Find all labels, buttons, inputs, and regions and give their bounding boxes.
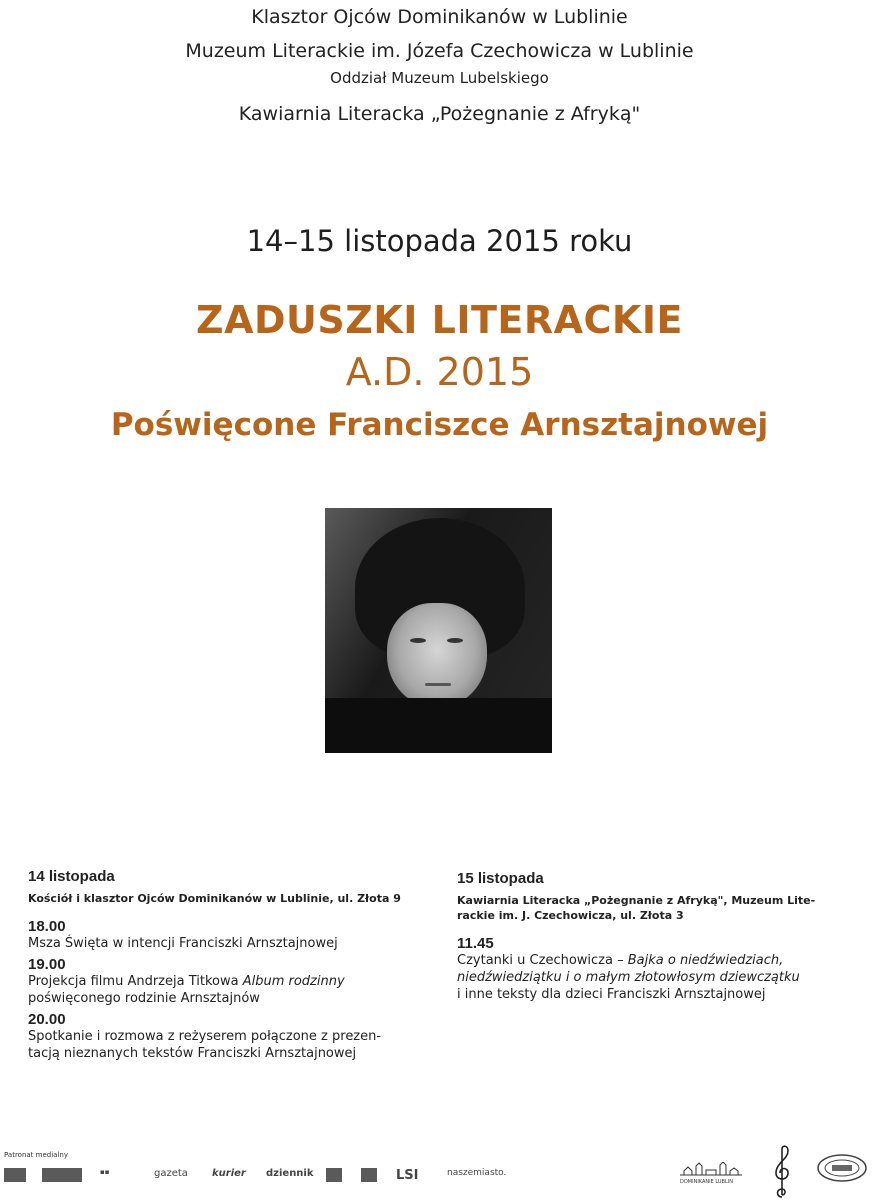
- day1-event-3-a: Spotkanie i rozmowa z reżyserem połączone z prezen-: [28, 1029, 382, 1044]
- day1-time-1: 18.00: [28, 918, 66, 935]
- day1-event-3: [28, 1028, 428, 1062]
- day2-schedule: [457, 870, 867, 1003]
- day2-event-italic-a: Bajka o niedźwiedziach,: [627, 953, 784, 968]
- day2-event-italic-b: niedźwiedziątku i o małym złotowłosym dziewczątku: [457, 970, 800, 985]
- sponsor-logo-1: [4, 1168, 26, 1182]
- day2-event-1: [457, 952, 867, 1003]
- museum-seal-logo: [816, 1153, 868, 1186]
- day2-event-post: i inne teksty dla dzieci Franciszki Arnsztajnowej: [457, 987, 766, 1002]
- sponsor-logo-dziennik: dziennik: [266, 1168, 314, 1179]
- day1-event-3-b: tacją nieznanych tekstów Franciszki Arnsztajnowej: [28, 1046, 357, 1061]
- day1-event-2-film: Album rodzinny: [242, 974, 345, 989]
- day1-time-2: 19.00: [28, 956, 66, 973]
- seal-icon: [816, 1153, 868, 1183]
- day1-event-1: Msza Święta w intencji Franciszki Arnsztajnowej: [28, 936, 338, 951]
- dominikanie-logo-text: DOMINIKANIE LUBLIN: [680, 1179, 733, 1185]
- sponsor-logo-gazeta: gazeta: [154, 1168, 188, 1179]
- day1-time-3: 20.00: [28, 1011, 66, 1028]
- org-muzeum: Muzeum Literackie im. Józefa Czechowicza w Lublinie: [185, 40, 694, 62]
- sponsor-logo-lsi: LSI: [396, 1168, 419, 1183]
- day1-heading: 14 listopada: [28, 868, 115, 885]
- day2-place: [457, 893, 867, 923]
- clef-logo: [772, 1143, 792, 1202]
- day1-schedule: [28, 868, 428, 1062]
- sponsor-logo-kurier: kurier: [212, 1168, 246, 1179]
- org-kawiarnia: Kawiarnia Literacka „Pożegnanie z Afryką": [238, 103, 641, 125]
- sponsor-logo-3: ▪▪: [100, 1168, 110, 1176]
- dominikanie-logo: [680, 1162, 742, 1185]
- patronat-label: Patronat medialny: [4, 1151, 68, 1159]
- church-skyline-icon: [680, 1162, 742, 1176]
- event-date: 14–15 listopada 2015 roku: [246, 224, 633, 258]
- sponsor-logo-4: [326, 1168, 342, 1182]
- org-oddzial: Oddział Muzeum Lubelskiego: [330, 69, 549, 87]
- day2-time-1: 11.45: [457, 935, 494, 952]
- sponsor-logo-5: [361, 1168, 377, 1182]
- day2-heading: 15 listopada: [457, 870, 544, 887]
- event-title: ZADUSZKI LITERACKIE: [196, 298, 683, 342]
- sponsor-logo-2: [42, 1168, 82, 1182]
- day2-place-b: rackie im. J. Czechowicza, ul. Złota 3: [457, 909, 684, 922]
- portrait-photo: [325, 508, 552, 753]
- org-dominikanie: Klasztor Ojców Dominikanów w Lublinie: [251, 6, 628, 28]
- event-dedication: Poświęcone Franciszce Arnsztajnowej: [110, 407, 769, 443]
- day1-event-2-pre: Projekcja filmu Andrzeja Titkowa: [28, 974, 243, 989]
- treble-clef-icon: [772, 1143, 792, 1199]
- day2-place-a: Kawiarnia Literacka „Pożegnanie z Afryką", Muzeum Lite-: [457, 894, 816, 907]
- day1-event-2: [28, 973, 428, 1007]
- event-year: A.D. 2015: [345, 350, 534, 394]
- day1-place: Kościół i klasztor Ojców Dominikanów w Lublinie, ul. Złota 9: [28, 892, 401, 905]
- day1-event-2-post: poświęconego rodzinie Arnsztajnów: [28, 991, 260, 1006]
- day2-event-pre: Czytanki u Czechowicza –: [457, 953, 628, 968]
- sponsor-logo-naszemiasto: naszemiasto.: [447, 1168, 507, 1178]
